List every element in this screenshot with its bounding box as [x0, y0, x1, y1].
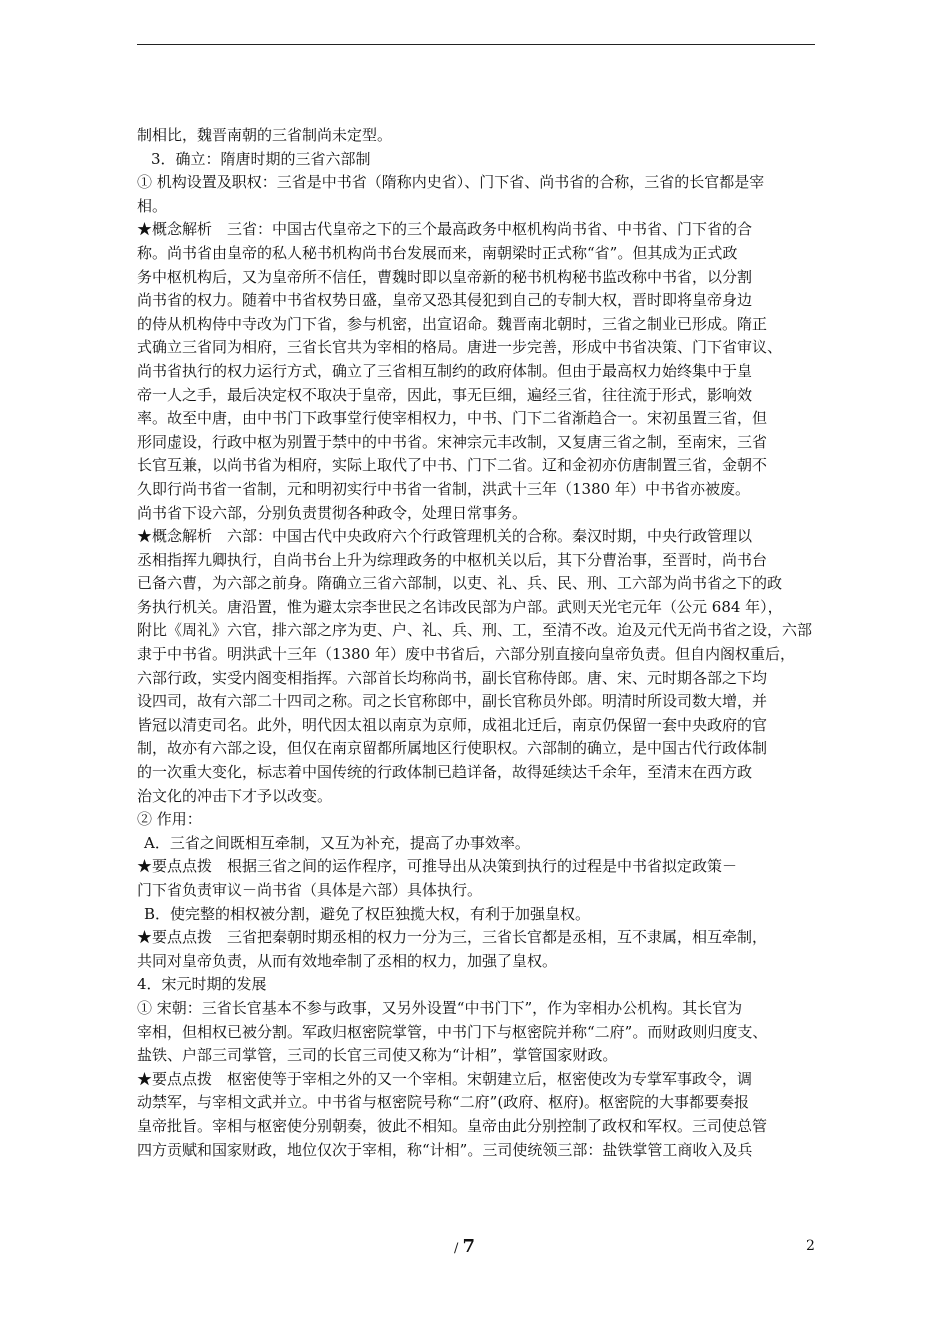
text-line: 久即行尚书省一省制，元和明初实行中书省一省制，洪武十三年（1380 年）中书省亦被废。: [137, 479, 750, 498]
text-line: 务执行机关。唐沿置，惟为避太宗李世民之名讳改民部为户部。武则天光宅元年（公元 684 年），: [137, 597, 783, 616]
text-line: ★要点点拨 枢密使等于宰相之外的又一个宰相。宋朝建立后，枢密使改为专掌军事政令，调: [137, 1069, 753, 1088]
text-line: ★概念解析 三省：中国古代皇帝之下的三个最高政务中枢机构尚书省、中书省、门下省的合: [137, 220, 753, 239]
text-line: ① 机构设置及职权：三省是中书省（隋称内史省）、门下省、尚书省的合称，三省的长官都是宰: [137, 173, 765, 192]
page-number: 2: [806, 1238, 815, 1254]
document-body: [137, 124, 817, 1162]
text-line: 设四司，故有六部二十四司之称。司之长官称郎中，副长官称员外郎。明清时所设司数大增，并: [137, 692, 768, 711]
text-line: 制相比，魏晋南朝的三省制尚未定型。: [137, 126, 393, 144]
text-line: 隶于中书省。明洪武十三年（1380 年）废中书省后，六部分别直接向皇帝负责。但自内阁权重后，: [137, 645, 795, 664]
text-line: 宰相，但相权已被分割。军政归枢密院掌管，中书门下与枢密院并称“二府”。而财政则归度支、: [137, 1022, 768, 1041]
text-line: 形同虚设，行政中枢为别置于禁中的中书省。宋神宗元丰改制，又复唐三省之制，至南宋，三省: [137, 432, 768, 451]
text-line: 皆冠以清吏司名。此外，明代因太祖以南京为京师，成祖北迁后，南京仍保留一套中央政府的官: [137, 715, 768, 734]
text-line: 附比《周礼》六官，排六部之序为吏、户、礼、兵、刑、工，至清不改。迨及元代无尚书省之设，六部: [137, 621, 813, 640]
text-line: 门下省负责审议－尚书省（具体是六部）具体执行。: [137, 881, 483, 899]
text-line: ② 作用：: [137, 810, 202, 829]
text-line: 4．宋元时期的发展: [137, 975, 267, 994]
text-line: 已备六曹，为六部之前身。隋确立三省六部制，以吏、礼、兵、民、刑、工六部为尚书省之下的政: [137, 574, 783, 593]
text-line: 制，故亦有六部之设，但仅在南京留都所属地区行使职权。六部制的确立，是中国古代行政体制: [137, 739, 768, 758]
text-line: 四方贡赋和国家财政，地位仅次于宰相，称“计相”。三司使统领三部：盐铁掌管工商收入及兵: [137, 1140, 753, 1159]
text-line: 帝一人之手，最后决定权不取决于皇帝，因此，事无巨细，遍经三省，往往流于形式，影响效: [137, 385, 753, 404]
text-line: 治文化的冲击下才予以改变。: [137, 786, 333, 805]
text-line: 3．确立：隋唐时期的三省六部制: [151, 149, 371, 168]
text-line: 共同对皇帝负责，从而有效地牵制了丞相的权力，加强了皇权。: [137, 951, 558, 970]
text-line: 的一次重大变化，标志着中国传统的行政体制已趋详备，故得延续达千余年，至清末在西方政: [137, 763, 753, 782]
page-count: [454, 1236, 475, 1257]
text-line: ★概念解析 六部：中国古代中央政府六个行政管理机关的合称。秦汉时期，中央行政管理以: [137, 527, 753, 546]
text-line: 尚书省执行的权力运行方式，确立了三省相互制约的政府体制。但由于最高权力始终集中于皇: [137, 361, 753, 380]
text-line: 的侍从机构侍中寺改为门下省，参与机密，出宣诏命。魏晋南北朝时，三省之制业已形成。隋正: [137, 314, 768, 333]
text-line: ① 宋朝：三省长官基本不参与政事，又另外设置“中书门下”，作为宰相办公机构。其长官为: [137, 998, 743, 1017]
text-line: 式确立三省同为相府，三省长官共为宰相的格局。唐进一步完善，形成中书省决策、门下省审议、: [137, 338, 783, 357]
text-line: 尚书省下设六部，分别负责贯彻各种政令，处理日常事务。: [137, 503, 528, 522]
text-line: ★要点点拨 根据三省之间的运作程序，可推导出从决策到执行的过程是中书省拟定政策－: [137, 857, 738, 876]
header-rule: [137, 44, 815, 45]
text-line: B．使完整的相权被分割，避免了权臣独揽大权，有利于加强皇权。: [144, 904, 591, 923]
page-total: 7: [462, 1236, 476, 1257]
text-line: 皇帝批旨。宰相与枢密使分别朝奏，彼此不相知。皇帝由此分别控制了政权和军权。三司使总管: [137, 1116, 768, 1135]
text-line: 称。尚书省由皇帝的私人秘书机构尚书台发展而来，南朝梁时正式称“省”。但其成为正式政: [137, 243, 738, 262]
text-line: 务中枢机构后，又为皇帝所不信任，曹魏时即以皇帝新的秘书机构秘书监改称中书省，以分割: [137, 267, 753, 286]
page-separator: /: [454, 1241, 459, 1256]
text-line: A．三省之间既相互牵制，又互为补充，提高了办事效率。: [144, 833, 530, 852]
text-line: 长官互兼，以尚书省为相府，实际上取代了中书、门下二省。辽和金初亦仿唐制置三省，金朝不: [137, 456, 768, 475]
text-line: 盐铁、户部三司掌管，三司的长官三司使又称为“计相”，掌管国家财政。: [137, 1046, 618, 1065]
text-line: 动禁军，与宰相文武并立。中书省与枢密院号称“二府”(政府、枢府)。枢密院的大事都要奏报: [137, 1093, 750, 1112]
text-line: 六部行政，实受内阁变相指挥。六部首长均称尚书，副长官称侍郎。唐、宋、元时期各部之下均: [137, 668, 768, 687]
text-line: 率。故至中唐，由中书门下政事堂行使宰相权力，中书、门下二省渐趋合一。宋初虽置三省，但: [137, 409, 768, 428]
text-line: 丞相指挥九卿执行，自尚书台上升为综理政务的中枢机关以后，其下分曹治事，至晋时，尚书台: [137, 550, 768, 569]
text-line: 相。: [137, 196, 168, 215]
text-line: 尚书省的权力。随着中书省权势日盛，皇帝又恐其侵犯到自己的专制大权，晋时即将皇帝身边: [137, 291, 753, 310]
text-line: ★要点点拨 三省把秦朝时期丞相的权力一分为三，三省长官都是丞相，互不隶属，相互牵制，: [137, 928, 768, 947]
